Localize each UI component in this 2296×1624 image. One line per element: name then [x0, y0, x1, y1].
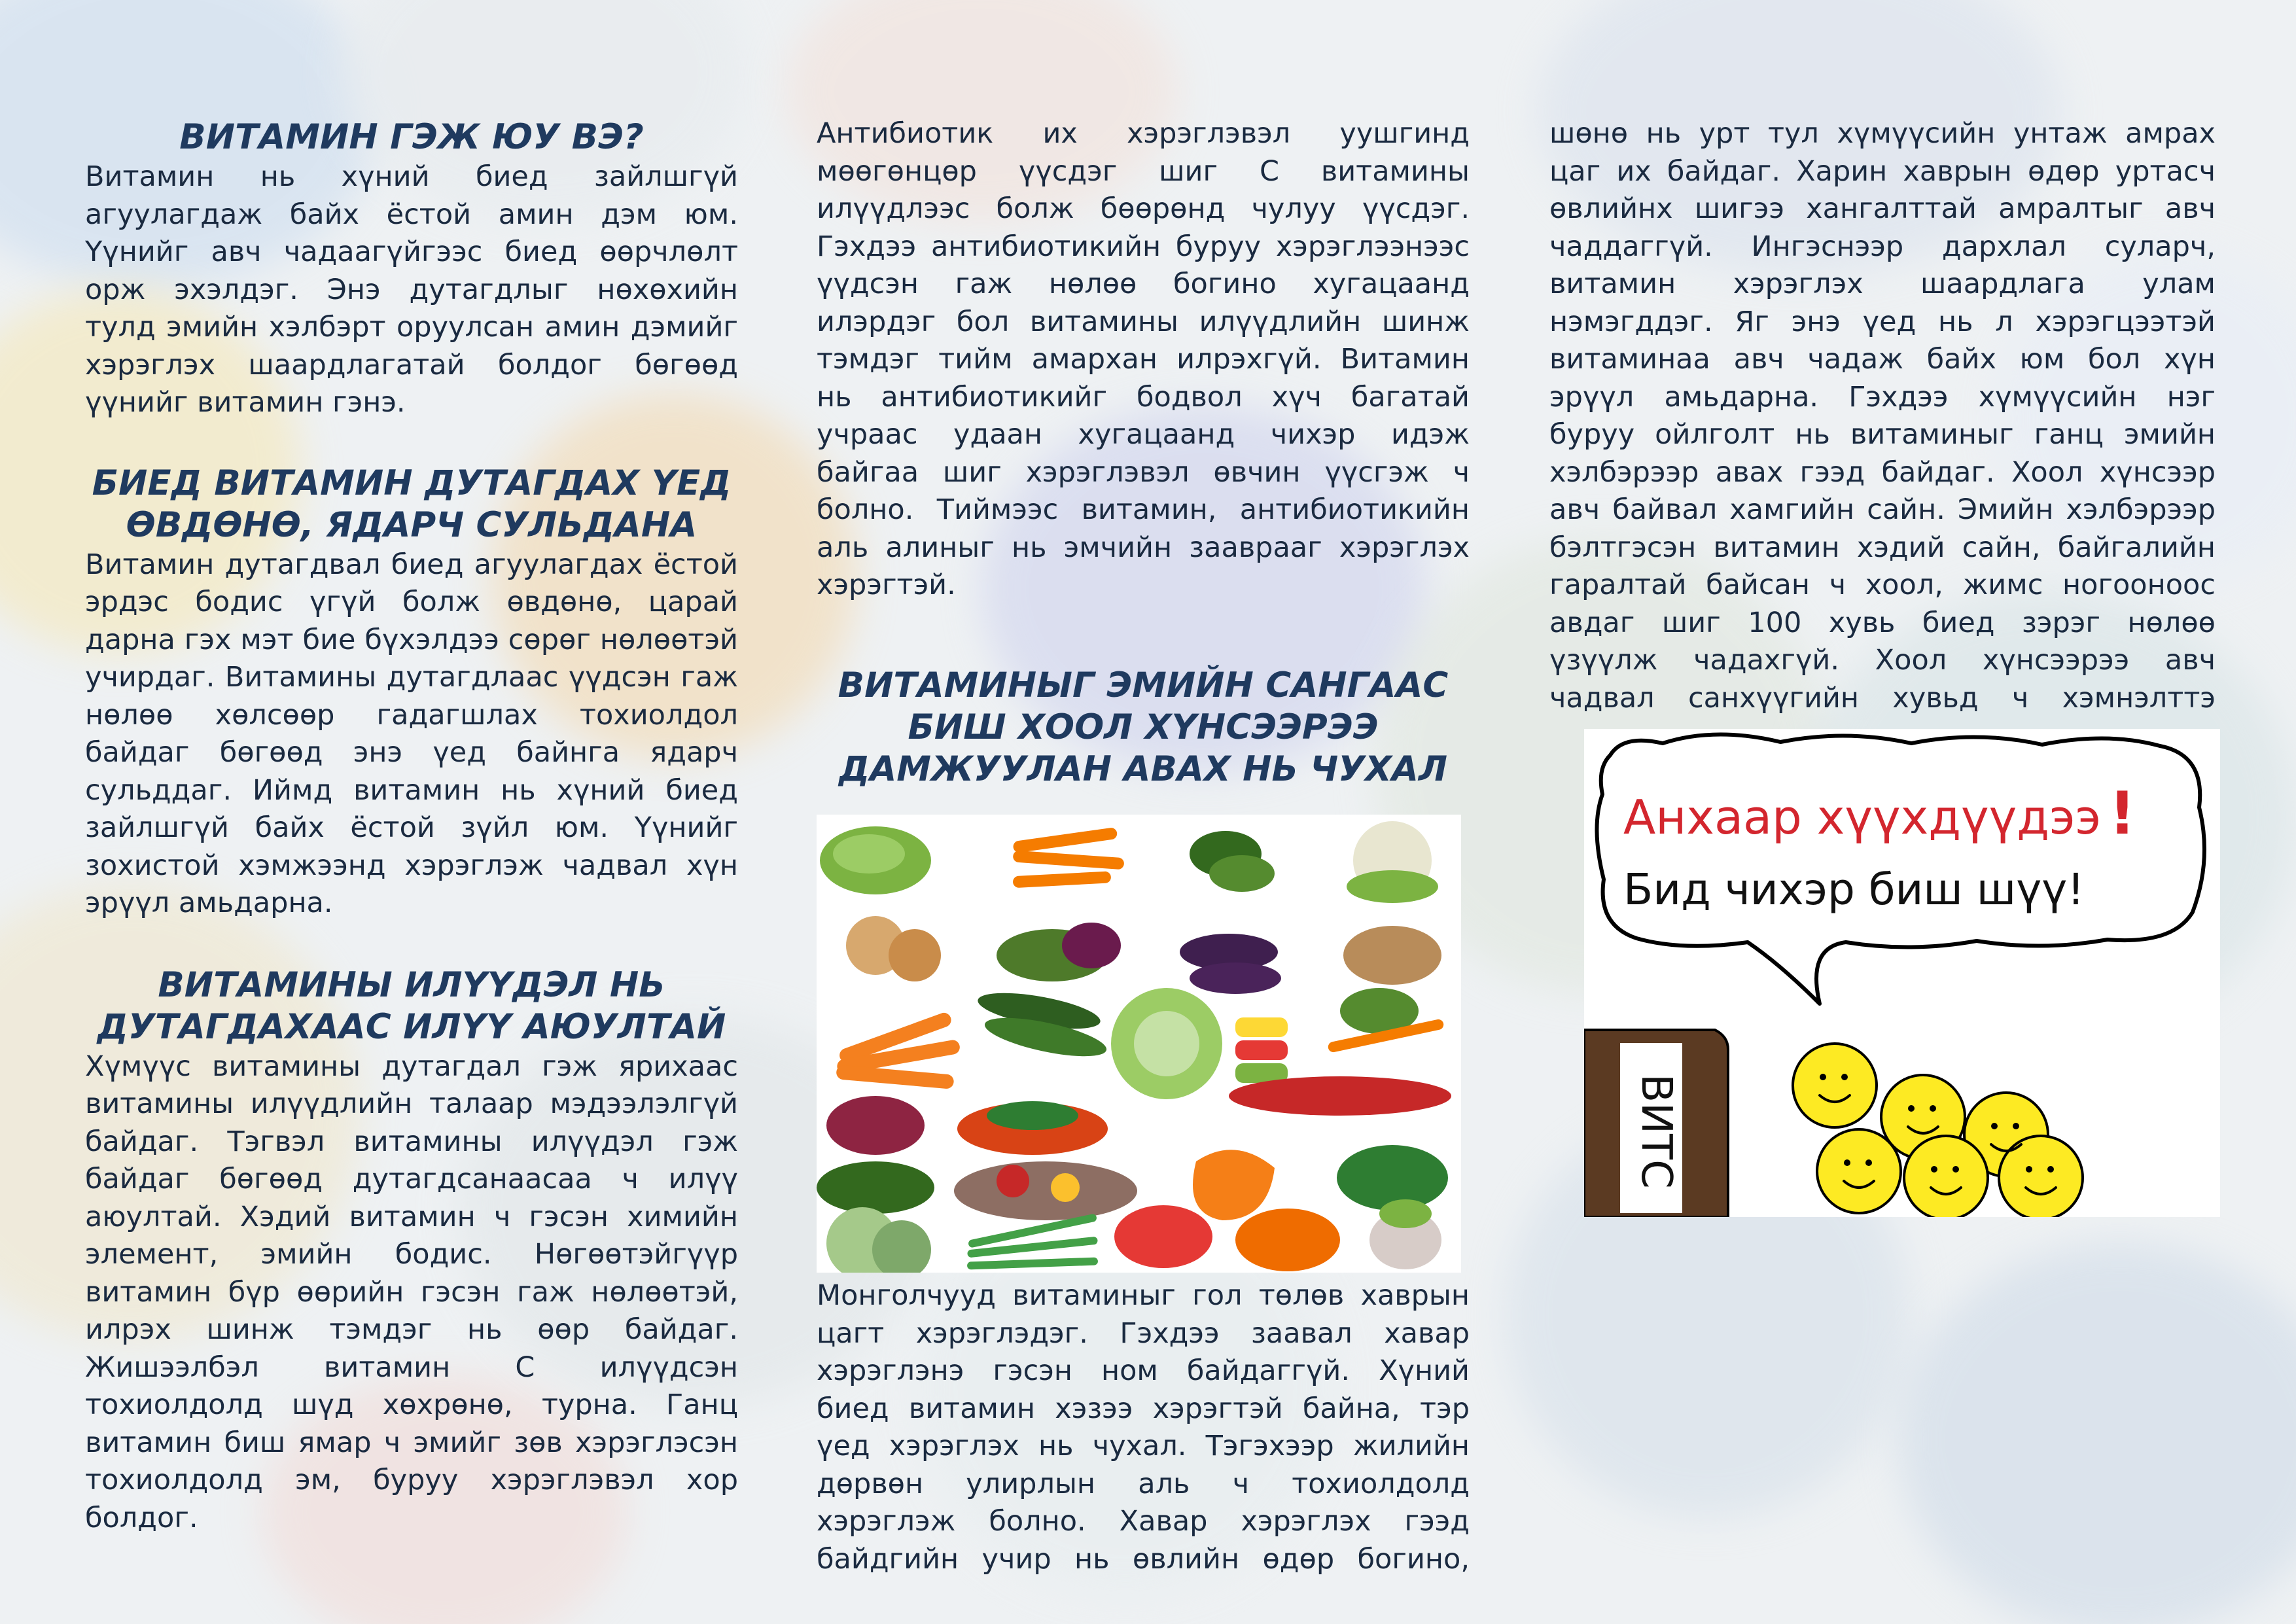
cartoon-exclamation: ! [2109, 779, 2136, 848]
cartoon-warning-line: Анхаар хүүхдүүдээ [1623, 790, 2102, 845]
heading-food-not-pharmacy: ВИТАМИНЫГ ЭМИЙН САНГААС БИШ ХООЛ ХҮНСЭЭРЭЭ ДАМЖУУЛАН АВАХ НЬ ЧУХАЛ [838, 665, 1449, 789]
vegetables-image [817, 815, 1461, 1273]
paragraph-antibiotic: Антибиотик их хэрэглэвэл уушгинд мөөгөнцөр үүсдэг шиг С витамины илүүдлээс болж бөөрөнд чулуу үүсдэг. Гэхдээ антибиотикийн буруу хэрэглээнээс үүдсэн гаж нөлөө богино хугацаанд илэрдэг бол витамины илүүдлийн шинж тэмдэг тийм амархан илрэхгүй. Витамин нь антибиотикийг бодвол хүч багатай учраас удаан хугацаанд чихэр идэж байгаа шиг хэрэглэвэл өвчин үүсгэж ч болно. Тиймээс витамин, антибиотикийн аль алиныг нь эмчийн зааврааг хэрэглэх хэрэгтэй. [817, 117, 1470, 601]
vegetables-illustration [817, 815, 1461, 1273]
cartoon-candy-text: Бид чихэр биш шүү! [1623, 864, 2085, 915]
paragraph-vitamin-seasons: Монголчууд витаминыг гол төлөв хаврын цагт хэрэглэдэг. Гэхдээ заавал хавар хэрэглэнэ гэсэн ном байдаггүй. Хүний биед витамин хэзээ хэрэгтэй байна, тэр үед хэрэглэх нь чухал. Тэгэхээр жилийн дөрвөн улирлын аль ч тохиолдолд хэрэглэж болно. Хавар хэрэглэх гээд байдгийн учир нь өвлийн өдөр богино, [817, 1279, 1470, 1576]
column-2 [817, 0, 1470, 790]
paragraph-what-is-vitamin: Витамин нь хүний биед зайлшгүй агуулагдаж байх ёстой амин дэм юм. Үүнийг авч чадаагүйгээс биед өөрчлөлт орж эхэлдэг. Энэ дутагдлыг нөхөхийн тулд эмийн хэлбэрт оруулсан амин дэмийг хэрэглэх шаардлагатай болдог бөгөөд үүнийг витамин гэнэ. [85, 160, 738, 419]
paragraph-spring-rest: шөнө нь урт тул хүмүүсийн унтаж амрах цаг их байдаг. Харин хаврын өдөр уртасч өвлийнх шигээ хангалттай амралтыг авч чаддаггүй. Ингэснээр дархлал суларч, витамин хэрэглэх шаардлага улам нэмэгддэг. Яг энэ үед нь л хэрэгцээтэй витаминаа авч чадаж байх юм бол хүн эрүүл амьдарна. Гэхдээ хүмүүсийн нэг буруу ойлголт нь витаминыг ганц эмийн хэлбэрээр авах гээд байдаг. Хоол хүнсээр авч байвал хамгийн сайн. Эмийн хэлбэрээр бэлтгэсэн витамин хэдий сайн, байгалийн гаралтай байсан ч хоол, жимс ногооноос авдаг шиг 100 хувь биед зэрэг нөлөө үзүүлж чадахгүй. Хоол хүнсээрээ авч чадвал санхүүгийн хувьд ч хэмнэлттэ [1549, 117, 2216, 715]
cartoon-image [1584, 729, 2220, 1217]
column-2-bottom [817, 1277, 1470, 1578]
bottle-label: ВИТС [1632, 1074, 1680, 1189]
heading-what-is-vitamin: ВИТАМИН ГЭЖ ЮУ ВЭ? [179, 117, 644, 157]
paragraph-vitamin-deficiency: Витамин дутагдвал биед агуулагдах ёстой эрдэс бодис үгүй болж өвдөнө, царай дарна гэх мэт бие бүхэлдээ сөрөг нөлөөтэй учирдаг. Витамины дутагдлаас үүдсэн гаж нөлөө хөлсөөр гадагшлах тохиолдол байдаг бөгөөд энэ үед байнга ядарч сульддаг. Иймд витамин нь хүний биед зайлшгүй байх ёстой зүйл юм. Үүнийг зохистой хэмжээнд хэрэглэж чадвал хүн эрүүл амьдарна. [85, 548, 738, 919]
column-3 [1549, 0, 2216, 717]
cartoon-warning-text [1623, 779, 2199, 848]
heading-vitamin-deficiency: БИЕД ВИТАМИН ДУТАГДАХ ҮЕД ӨВДӨНӨ, ЯДАРЧ СУЛЬДАНА [92, 463, 732, 545]
heading-vitamin-excess: ВИТАМИНЫ ИЛҮҮДЭЛ НЬ ДУТАГДАХААС ИЛҮҮ АЮУЛТАЙ [97, 964, 726, 1047]
paragraph-vitamin-excess: Хүмүүс витамины дутагдал гэж ярихаас витамины илүүдлийн талаар мэдээлэлгүй байдаг. Тэгвэл витамины илүүдэл гэж байдаг бөгөөд дутагдсанаасаа ч илүү аюултай. Хэдий витамин ч гэсэн химийн элемент, эмийн бодис. Нөгөөтэйгүүр витамин бүр өөрийн гэсэн гаж нөлөөтэй, илрэх шинж тэмдэг нь өөр байдаг. Жишээлбэл витамин С илүүдсэн тохиолдолд шүд хөхрөнө, турна. Ганц витамин биш ямар ч эмийг зөв хэрэглэсэн тохиолдолд эм, буруу хэрэглэвэл хор болдог. [85, 1050, 738, 1534]
column-1 [85, 0, 738, 1537]
